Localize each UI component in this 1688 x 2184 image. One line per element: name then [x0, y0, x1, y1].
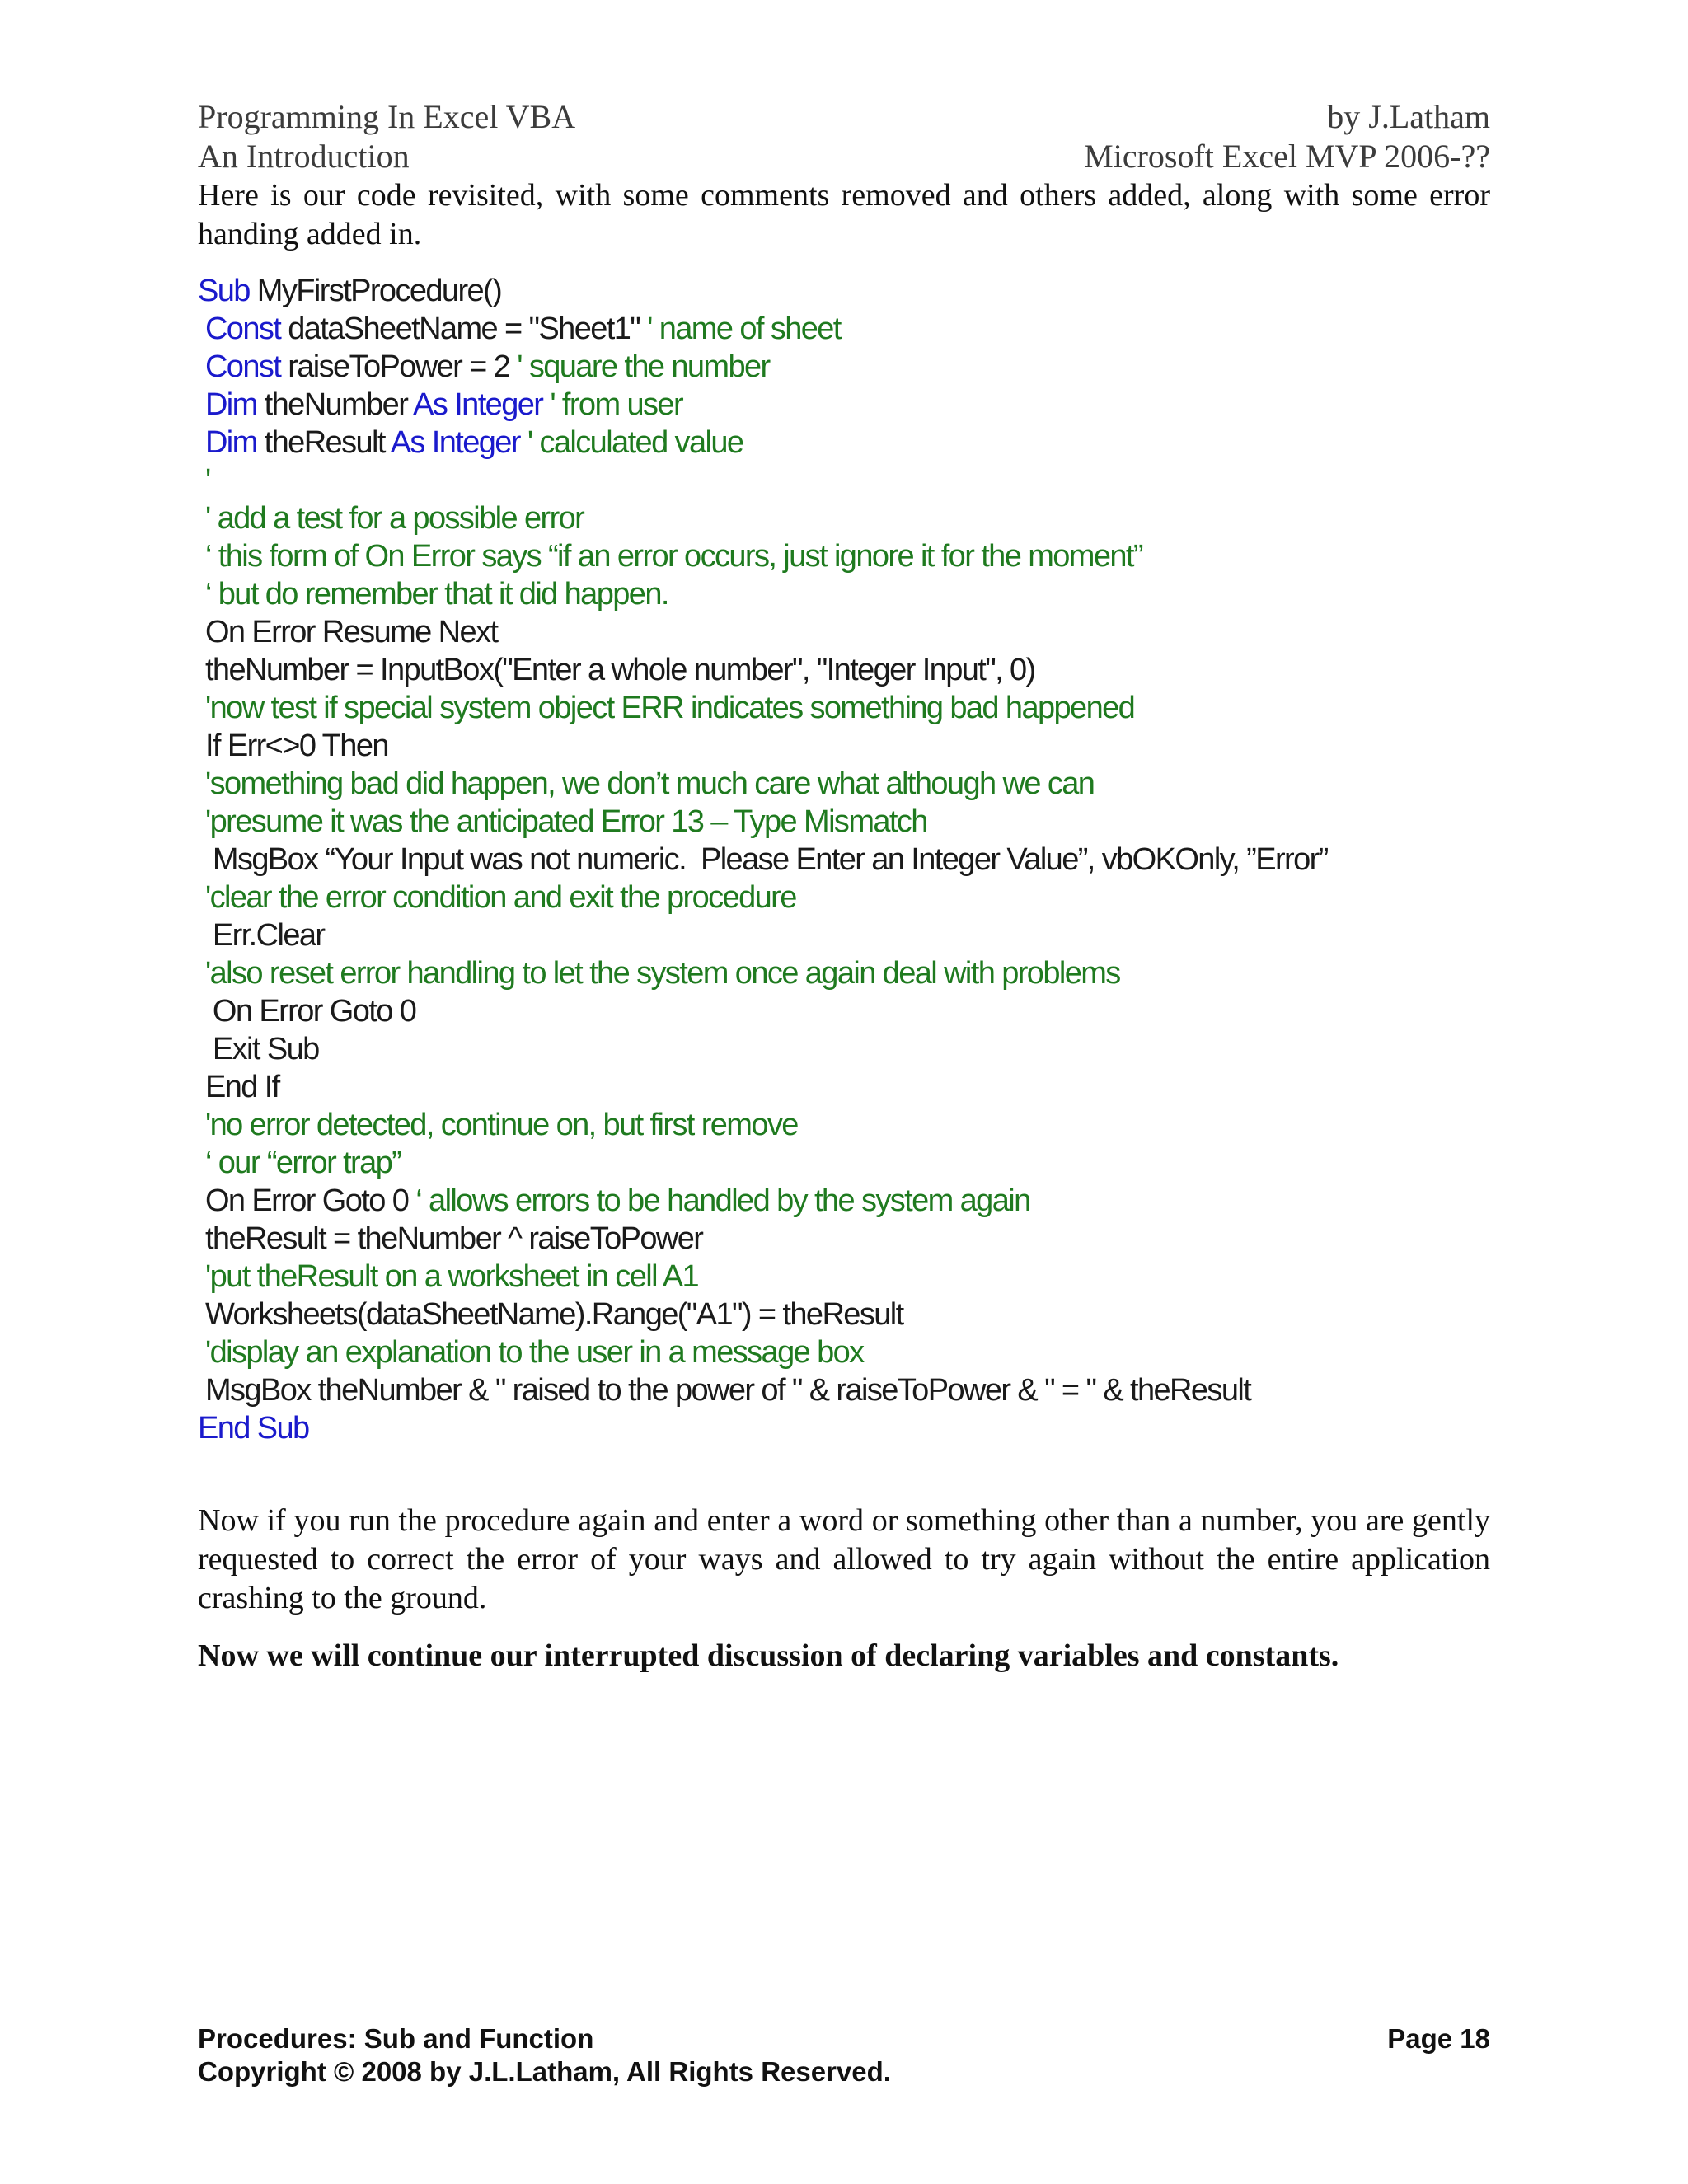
code-text — [198, 691, 205, 725]
header-row-2 — [198, 137, 1490, 176]
code-text — [198, 349, 205, 384]
code-comment: ' from user — [550, 387, 683, 422]
code-text — [198, 425, 205, 460]
code-line — [198, 954, 1490, 992]
code-line — [198, 272, 1490, 310]
code-line — [198, 1144, 1490, 1182]
code-line — [198, 613, 1490, 651]
code-comment: ‘ but do remember that it did happen. — [204, 577, 668, 612]
code-text — [198, 766, 205, 801]
code-text: dataSheetName = "Sheet1" — [280, 312, 648, 346]
code-keyword: Sub — [198, 274, 250, 308]
code-line — [198, 765, 1490, 803]
code-text — [198, 880, 205, 915]
code-text — [520, 425, 528, 460]
code-line — [198, 575, 1490, 613]
code-text: On Error Resume Next — [198, 615, 498, 649]
code-comment: ' add a test for a possible error — [204, 501, 584, 536]
header-row-1 — [198, 97, 1490, 137]
code-comment: 'something bad did happen, we don’t much care what although we can — [204, 766, 1095, 801]
code-text: Exit Sub — [198, 1032, 319, 1066]
code-line — [198, 462, 1490, 499]
code-line — [198, 537, 1490, 575]
code-comment: 'clear the error condition and exit the procedure — [204, 880, 796, 915]
code-text — [198, 501, 205, 536]
code-line — [198, 992, 1490, 1030]
code-comment: 'presume it was the anticipated Error 13 – Type Mismatch — [204, 804, 927, 839]
code-text: theResult = theNumber ^ raiseToPower — [198, 1221, 703, 1256]
code-text — [198, 539, 205, 574]
document-author: by J.Latham — [1327, 98, 1490, 135]
code-line — [198, 727, 1490, 765]
code-keyword: Const — [204, 349, 281, 384]
code-text: If Err<>0 Then — [198, 729, 388, 763]
code-text — [198, 804, 205, 839]
code-text: On Error Goto 0 — [198, 994, 416, 1029]
code-text: theResult — [256, 425, 391, 460]
code-comment: 'also reset error handling to let the system once again deal with problems — [204, 956, 1120, 991]
code-line — [198, 310, 1490, 348]
code-line — [198, 1106, 1490, 1144]
code-comment: ‘ our “error trap” — [204, 1146, 401, 1180]
code-text: theNumber = InputBox("Enter a whole number", "Integer Input", 0) — [198, 653, 1035, 687]
code-text — [198, 577, 205, 612]
code-line — [198, 879, 1490, 916]
code-comment: ' name of sheet — [647, 312, 841, 346]
code-line — [198, 348, 1490, 386]
code-line — [198, 1333, 1490, 1371]
intro-paragraph: Here is our code revisited, with some comments removed and others added, along with some error handing added in. — [198, 178, 1490, 251]
code-comment: ' calculated value — [527, 425, 743, 460]
code-line — [198, 1030, 1490, 1068]
document-title: Programming In Excel VBA — [198, 98, 576, 135]
code-comment: ' square the number — [517, 349, 770, 384]
code-text: Err.Clear — [198, 918, 325, 953]
code-line — [198, 1182, 1490, 1220]
code-text: On Error Goto 0 — [198, 1183, 416, 1218]
code-line — [198, 386, 1490, 424]
code-text: raiseToPower = 2 — [280, 349, 518, 384]
code-line — [198, 1371, 1490, 1409]
code-text — [198, 312, 205, 346]
code-text — [198, 956, 205, 991]
document-subtitle: An Introduction — [198, 138, 410, 175]
code-keyword: Dim — [204, 387, 257, 422]
code-line — [198, 916, 1490, 954]
code-text — [198, 1259, 205, 1294]
author-credential: Microsoft Excel MVP 2006-?? — [1084, 138, 1490, 175]
code-text — [198, 1335, 205, 1370]
page-number: Page 18 — [1387, 2023, 1490, 2054]
code-comment: 'put theResult on a worksheet in cell A1 — [204, 1259, 699, 1294]
code-line — [198, 1068, 1490, 1106]
code-comment: ‘ this form of On Error says “if an error occurs, just ignore it for the moment” — [204, 539, 1142, 574]
explanation-paragraph: Now if you run the procedure again and enter a word or something other than a number, you are gently requested to correct the error of your ways and allowed to try again without the entire application crashing to the ground. — [198, 1503, 1490, 1615]
vba-code-block — [198, 272, 1490, 1447]
code-line — [198, 841, 1490, 879]
code-text: MyFirstProcedure() — [249, 274, 502, 308]
code-comment: 'no error detected, continue on, but first remove — [204, 1108, 798, 1142]
code-text — [198, 1108, 205, 1142]
code-text: Worksheets(dataSheetName).Range("A1") = theResult — [198, 1297, 903, 1332]
code-line — [198, 1296, 1490, 1333]
code-comment: 'now test if special system object ERR indicates something bad happened — [204, 691, 1135, 725]
code-line — [198, 424, 1490, 462]
code-keyword: Dim — [204, 425, 257, 460]
code-line — [198, 651, 1490, 689]
code-keyword: Const — [204, 312, 281, 346]
code-text: MsgBox “Your Input was not numeric. Please Enter an Integer Value”, vbOKOnly, ”Error” — [198, 842, 1328, 877]
code-line — [198, 689, 1490, 727]
code-line — [198, 1220, 1490, 1258]
code-text: End If — [198, 1070, 279, 1104]
code-text — [198, 463, 205, 498]
footer-section: Procedures: Sub and Function — [198, 2023, 594, 2054]
code-text — [198, 1146, 205, 1180]
code-comment: 'display an explanation to the user in a message box — [204, 1335, 864, 1370]
document-page — [198, 0, 1490, 2184]
code-text — [542, 387, 550, 422]
code-text: theNumber — [256, 387, 414, 422]
code-keyword: As Integer — [413, 387, 543, 422]
code-keyword: As Integer — [390, 425, 520, 460]
code-line — [198, 499, 1490, 537]
code-line — [198, 1258, 1490, 1296]
code-line — [198, 1409, 1490, 1447]
code-text — [198, 387, 205, 422]
bold-statement: Now we will continue our interrupted discussion of declaring variables and constants. — [198, 1638, 1339, 1673]
code-comment: ‘ allows errors to be handled by the system again — [415, 1183, 1030, 1218]
footer-row-1 — [198, 2022, 1490, 2055]
footer-copyright: Copyright © 2008 by J.L.Latham, All Rights Reserved. — [198, 2056, 891, 2087]
code-keyword: End Sub — [198, 1411, 309, 1446]
code-line — [198, 803, 1490, 841]
code-comment: ' — [204, 463, 210, 498]
footer-row-2 — [198, 2055, 1490, 2088]
code-text: MsgBox theNumber & " raised to the power of " & raiseToPower & " = " & theResult — [198, 1373, 1251, 1408]
